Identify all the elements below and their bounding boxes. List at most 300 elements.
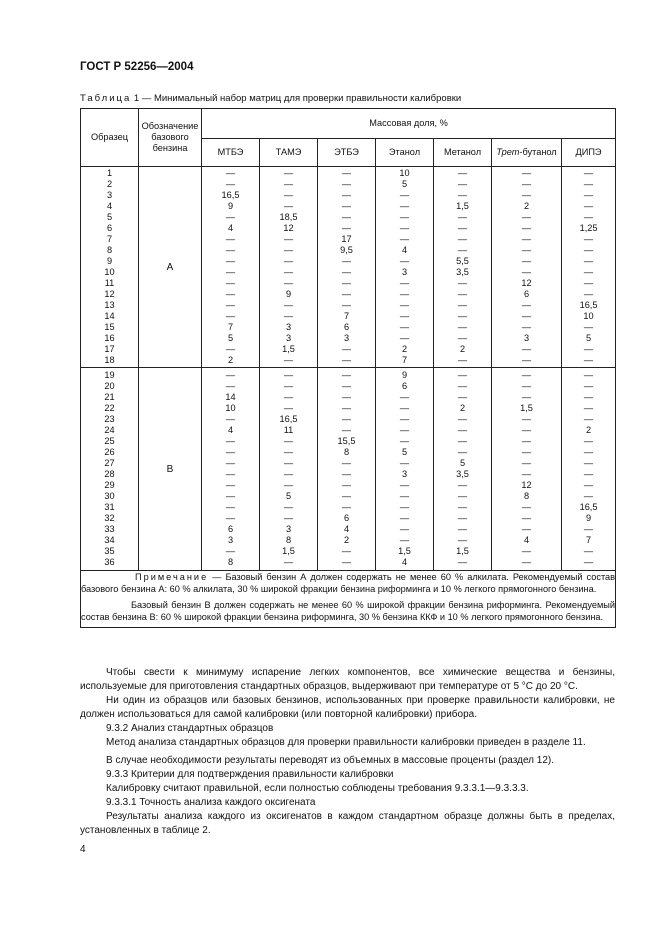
table-cell: —: [283, 278, 294, 288]
table-cell: —: [521, 414, 532, 424]
table-cell: —: [283, 502, 294, 512]
table-cell: —: [283, 190, 294, 200]
table-cell: —: [583, 322, 594, 332]
page-number: 4: [80, 844, 86, 855]
table-cell: 34: [104, 535, 115, 545]
table-cell: 9: [585, 513, 592, 523]
table-cell: 6: [523, 289, 530, 299]
table-cell: —: [225, 278, 236, 288]
group-a-samples: [81, 167, 139, 368]
table-cell: —: [457, 414, 468, 424]
table-cell: 3,5: [456, 267, 469, 277]
table-cell: —: [457, 502, 468, 512]
subsection-heading: 9.3.3.1 Точность анализа каждого оксигената: [106, 797, 316, 808]
table-cell: —: [583, 256, 594, 266]
note-row: [81, 571, 616, 628]
table-cell: —: [225, 502, 236, 512]
table-cell: —: [583, 436, 594, 446]
table-cell: —: [341, 289, 352, 299]
table-cell: —: [583, 403, 594, 413]
caption-text: 1 — Минимальный набор матриц для проверки правильности калибровки: [133, 93, 462, 104]
group-b-etbe: [318, 368, 376, 571]
table-cell: 7: [585, 535, 592, 545]
table-cell: 11: [104, 278, 115, 288]
table-cell: 3: [285, 322, 292, 332]
table-cell: —: [225, 381, 236, 391]
table-cell: 11: [283, 425, 294, 435]
table-cell: —: [583, 234, 594, 244]
table-cell: —: [521, 502, 532, 512]
table-cell: 3,5: [456, 469, 469, 479]
table-cell: —: [457, 322, 468, 332]
table-cell: 25: [104, 436, 115, 446]
table-cell: —: [583, 212, 594, 222]
header-base-gasoline: Обозначение базового бензина: [139, 109, 202, 167]
table-cell: —: [283, 447, 294, 457]
table-cell: 31: [104, 502, 115, 512]
table-cell: 1,5: [398, 546, 411, 556]
header-methanol: Метанол: [434, 139, 492, 167]
header-tame: ТАМЭ: [260, 139, 318, 167]
table-cell: —: [583, 458, 594, 468]
table-cell: —: [283, 370, 294, 380]
table-cell: 2: [343, 535, 350, 545]
table-cell: 3: [285, 333, 292, 343]
table-cell: —: [583, 245, 594, 255]
table-cell: 32: [104, 513, 115, 523]
table-cell: —: [283, 355, 294, 365]
note-label: Примечание: [135, 572, 209, 582]
table-cell: —: [283, 179, 294, 189]
table-cell: —: [457, 278, 468, 288]
table-cell: —: [457, 311, 468, 321]
table-cell: 1,5: [456, 201, 469, 211]
table-cell: —: [225, 212, 236, 222]
group-a-ethanol: [376, 167, 434, 368]
table-cell: 15,5: [337, 436, 356, 446]
table-cell: —: [225, 311, 236, 321]
table-cell: —: [225, 267, 236, 277]
paragraph: Калибровку считают правильной, если полностью соблюдены требования 9.3.3.1—9.3.3.3.: [106, 783, 529, 794]
group-b-ethanol: [376, 368, 434, 571]
table-cell: —: [521, 311, 532, 321]
table-cell: —: [399, 212, 410, 222]
table-cell: 12: [521, 480, 532, 490]
table-cell: —: [341, 190, 352, 200]
table-cell: 14: [225, 392, 236, 402]
note-text-2: Базовый бензин В должен содержать не менее 60 % широкой фракции бензина риформинга. Рекомендуемый состав бензина В: 60 % широкой фракции бензина риформинга, 30 % бензина ККФ и 10 % легкого прямогонного бензина.: [81, 600, 616, 622]
table-cell: —: [521, 557, 532, 567]
table-cell: 16,5: [221, 190, 240, 200]
paragraph: Результаты анализа каждого из оксигенатов в каждом стандартном образце должны быть в пределах, установленных в таблице 2.: [80, 811, 615, 836]
table-cell: —: [583, 289, 594, 299]
paragraph: Метод анализа стандартных образцов для проверки правильности калибровки приведен в разделе 11.: [106, 737, 586, 748]
table-cell: 23: [104, 414, 115, 424]
table-cell: —: [399, 333, 410, 343]
table-cell: —: [283, 267, 294, 277]
table-cell: 9: [227, 201, 234, 211]
table-cell: —: [341, 256, 352, 266]
table-cell: —: [283, 513, 294, 523]
table-cell: 5: [459, 458, 466, 468]
table-note: [81, 571, 616, 628]
table-cell: 22: [104, 403, 115, 413]
table-cell: 5: [106, 212, 113, 222]
table-cell: 4: [523, 535, 530, 545]
table-cell: —: [521, 546, 532, 556]
table-cell: 3: [523, 333, 530, 343]
table-cell: —: [283, 458, 294, 468]
header-etbe: ЭТБЭ: [318, 139, 376, 167]
table-cell: —: [399, 190, 410, 200]
table-cell: 8: [227, 557, 234, 567]
table-cell: 30: [104, 491, 115, 501]
table-cell: —: [521, 267, 532, 277]
table-cell: 16,5: [279, 414, 298, 424]
table-cell: 12: [104, 289, 115, 299]
table-cell: 4: [343, 524, 350, 534]
table-cell: —: [521, 256, 532, 266]
table-cell: 10: [583, 311, 594, 321]
table-cell: 5: [227, 333, 234, 343]
table-cell: —: [341, 179, 352, 189]
table-cell: —: [283, 381, 294, 391]
table-cell: —: [457, 289, 468, 299]
table-cell: 6: [227, 524, 234, 534]
table-cell: 1,5: [520, 403, 533, 413]
table-cell: —: [225, 256, 236, 266]
table-cell: 14: [104, 311, 115, 321]
group-b-methanol: [434, 368, 492, 571]
table-cell: —: [457, 524, 468, 534]
table-cell: —: [341, 300, 352, 310]
header-ethanol: Этанол: [376, 139, 434, 167]
table-cell: 19: [104, 370, 115, 380]
table-cell: 8: [523, 491, 530, 501]
table-cell: —: [341, 403, 352, 413]
table-cell: —: [521, 245, 532, 255]
table-cell: —: [583, 201, 594, 211]
table-cell: —: [225, 370, 236, 380]
table-cell: —: [341, 223, 352, 233]
table-cell: 7: [401, 355, 408, 365]
table-cell: —: [225, 491, 236, 501]
header-mtbe: МТБЭ: [202, 139, 260, 167]
table-cell: —: [341, 425, 352, 435]
table-cell: —: [521, 458, 532, 468]
table-cell: 2: [227, 355, 234, 365]
table-cell: —: [341, 267, 352, 277]
table-cell: 7: [343, 311, 350, 321]
table-cell: 17: [341, 234, 352, 244]
table-cell: 29: [104, 480, 115, 490]
table-cell: —: [457, 557, 468, 567]
table-cell: 1,25: [579, 223, 598, 233]
table-cell: —: [283, 300, 294, 310]
table-cell: —: [521, 355, 532, 365]
table-cell: —: [399, 234, 410, 244]
table-cell: 1,5: [282, 344, 295, 354]
table-cell: 12: [283, 223, 294, 233]
table-cell: —: [457, 355, 468, 365]
table-cell: 9: [106, 256, 113, 266]
subsection-heading: 9.3.2 Анализ стандартных образцов: [106, 723, 274, 734]
table-cell: 27: [104, 458, 115, 468]
group-a-mtbe: [202, 167, 260, 368]
table-cell: 4: [227, 223, 234, 233]
table-cell: —: [225, 469, 236, 479]
note-text-1: — Базовый бензин А должен содержать не менее 60 % алкилата. Рекомендуемый состав базового бензина А: 60 % алкилата, 30 % широкой фракции бензина риформинга и 10 % легкого прямогонного бензина.: [81, 572, 616, 594]
table-cell: —: [457, 168, 468, 178]
table-cell: —: [583, 355, 594, 365]
header-sample: Образец: [81, 109, 139, 167]
table-cell: —: [283, 245, 294, 255]
table-cell: —: [225, 300, 236, 310]
table-cell: 20: [104, 381, 115, 391]
table-cell: —: [457, 392, 468, 402]
table-cell: —: [399, 278, 410, 288]
table-cell: —: [399, 425, 410, 435]
table-cell: —: [457, 223, 468, 233]
table-cell: —: [225, 289, 236, 299]
header-mass-fraction: Массовая доля, %: [202, 109, 616, 139]
table-cell: —: [399, 223, 410, 233]
table-cell: 2: [459, 403, 466, 413]
table-cell: 6: [401, 381, 408, 391]
table-cell: 15: [104, 322, 115, 332]
table-cell: —: [583, 524, 594, 534]
table-cell: 24: [104, 425, 115, 435]
paragraph: В случае необходимости результаты переводят из объемных в массовые проценты (раздел 12).: [106, 755, 555, 766]
table-cell: —: [457, 190, 468, 200]
subsection-heading: 9.3.3 Критерии для подтверждения правильности калибровки: [106, 769, 394, 780]
table-cell: 2: [523, 201, 530, 211]
table-cell: 3: [285, 524, 292, 534]
table-cell: 18,5: [279, 212, 298, 222]
table-cell: 5: [401, 179, 408, 189]
table-cell: —: [341, 557, 352, 567]
table-cell: 13: [104, 300, 115, 310]
table-cell: —: [225, 447, 236, 457]
table-cell: —: [283, 557, 294, 567]
table-cell: —: [225, 179, 236, 189]
table-cell: —: [399, 414, 410, 424]
table-cell: —: [583, 392, 594, 402]
table-cell: —: [457, 480, 468, 490]
table-cell: —: [521, 524, 532, 534]
table-cell: 26: [104, 447, 115, 457]
table-cell: —: [457, 212, 468, 222]
table-cell: —: [583, 447, 594, 457]
group-b-samples: [81, 368, 139, 571]
table-cell: 5: [401, 447, 408, 457]
table-cell: —: [341, 212, 352, 222]
table-cell: —: [583, 469, 594, 479]
table-cell: —: [521, 344, 532, 354]
table-cell: —: [457, 535, 468, 545]
table-cell: 16,5: [579, 300, 598, 310]
table-cell: 10: [225, 403, 236, 413]
table-cell: 8: [106, 245, 113, 255]
table-cell: —: [341, 344, 352, 354]
table-cell: 5,5: [456, 256, 469, 266]
table-cell: —: [521, 322, 532, 332]
table-cell: —: [583, 381, 594, 391]
table-cell: —: [399, 392, 410, 402]
table-cell: —: [521, 234, 532, 244]
table-cell: 9: [401, 370, 408, 380]
table-cell: —: [457, 300, 468, 310]
table-cell: —: [225, 513, 236, 523]
table-cell: 3: [343, 333, 350, 343]
group-a-methanol: [434, 167, 492, 368]
table-cell: —: [457, 245, 468, 255]
table-cell: —: [283, 392, 294, 402]
paragraph: Чтобы свести к минимуму испарение легких компонентов, все химические вещества и бензины, используемые для приготовления стандартных образцов, выдерживают при температуре от 5 °С до 20 °С.: [80, 667, 615, 692]
table-cell: 4: [401, 245, 408, 255]
table-cell: —: [521, 168, 532, 178]
table-cell: —: [341, 370, 352, 380]
table-cell: —: [399, 403, 410, 413]
table-cell: —: [457, 234, 468, 244]
group-b-dipe: [562, 368, 616, 571]
table-cell: —: [521, 212, 532, 222]
group-b-row: [81, 368, 616, 571]
table-cell: —: [341, 414, 352, 424]
header-dipe: ДИПЭ: [562, 139, 616, 167]
group-a-tame: [260, 167, 318, 368]
table-cell: —: [457, 513, 468, 523]
table-cell: 28: [104, 469, 115, 479]
table-cell: 6: [106, 223, 113, 233]
table-cell: 9,5: [340, 245, 353, 255]
table-cell: —: [225, 168, 236, 178]
table-cell: —: [341, 480, 352, 490]
table-cell: —: [521, 370, 532, 380]
table-cell: 1: [106, 168, 113, 178]
table-cell: —: [341, 278, 352, 288]
table-cell: —: [283, 480, 294, 490]
table-cell: —: [341, 458, 352, 468]
table-cell: —: [521, 190, 532, 200]
table-cell: —: [583, 491, 594, 501]
table-cell: —: [283, 168, 294, 178]
caption-prefix: Таблица: [80, 93, 132, 104]
group-a-row: [81, 167, 616, 368]
table-cell: —: [341, 201, 352, 211]
table-cell: —: [521, 425, 532, 435]
table-cell: —: [341, 381, 352, 391]
table-cell: 36: [104, 557, 115, 567]
table-cell: —: [457, 370, 468, 380]
calibration-matrix-table: [80, 108, 616, 628]
table-cell: —: [521, 447, 532, 457]
table-cell: 4: [401, 557, 408, 567]
group-b-label: В: [139, 368, 202, 571]
table-cell: —: [399, 311, 410, 321]
table-cell: —: [283, 256, 294, 266]
group-a-dipe: [562, 167, 616, 368]
table-cell: 3: [401, 267, 408, 277]
table-cell: —: [341, 546, 352, 556]
table-cell: —: [457, 381, 468, 391]
table-cell: —: [457, 179, 468, 189]
table-cell: 2: [459, 344, 466, 354]
table-cell: 8: [285, 535, 292, 545]
table-cell: 3: [401, 469, 408, 479]
table-cell: —: [583, 344, 594, 354]
table-cell: —: [225, 458, 236, 468]
table-cell: —: [521, 469, 532, 479]
table-cell: —: [457, 333, 468, 343]
table-cell: —: [399, 524, 410, 534]
table-cell: —: [283, 403, 294, 413]
table-cell: —: [225, 414, 236, 424]
table-cell: —: [521, 513, 532, 523]
table-cell: —: [399, 322, 410, 332]
table-cell: —: [521, 179, 532, 189]
table-cell: —: [583, 190, 594, 200]
table-cell: 16: [104, 333, 115, 343]
table-cell: —: [225, 344, 236, 354]
table-cell: —: [399, 201, 410, 211]
table-cell: —: [457, 436, 468, 446]
table-cell: —: [457, 425, 468, 435]
table-cell: —: [399, 480, 410, 490]
table-cell: —: [521, 300, 532, 310]
paragraph: Ни один из образцов или базовых бензинов, использованных при проверке правильности калибровки, не должен использоваться для самой калибровки (или повторной калибровки) прибора.: [80, 695, 615, 720]
table-cell: —: [341, 469, 352, 479]
table-cell: 12: [521, 278, 532, 288]
table-cell: —: [225, 546, 236, 556]
table-cell: —: [399, 256, 410, 266]
group-a-label: А: [139, 167, 202, 368]
table-cell: —: [225, 480, 236, 490]
group-b-tame: [260, 368, 318, 571]
table-cell: —: [341, 502, 352, 512]
table-cell: —: [341, 355, 352, 365]
table-cell: —: [583, 179, 594, 189]
table-cell: —: [399, 289, 410, 299]
table-cell: 1,5: [456, 546, 469, 556]
table-cell: —: [399, 300, 410, 310]
table-cell: —: [399, 535, 410, 545]
table-cell: —: [521, 392, 532, 402]
body-text: [80, 666, 615, 838]
table-cell: 35: [104, 546, 115, 556]
table-caption: [80, 93, 461, 104]
table-cell: —: [399, 491, 410, 501]
table-cell: 3: [106, 190, 113, 200]
table-cell: 2: [585, 425, 592, 435]
page-header: ГОСТ Р 52256—2004: [80, 61, 194, 73]
table-cell: 16,5: [579, 502, 598, 512]
table-cell: —: [457, 491, 468, 501]
table-cell: 2: [106, 179, 113, 189]
table-cell: 1,5: [282, 546, 295, 556]
table-cell: 7: [106, 234, 113, 244]
table-cell: —: [583, 267, 594, 277]
table-cell: 21: [104, 392, 115, 402]
table-cell: 7: [227, 322, 234, 332]
table-cell: 10: [399, 168, 410, 178]
table-cell: 6: [343, 322, 350, 332]
table-cell: —: [283, 436, 294, 446]
table-cell: —: [521, 381, 532, 391]
table-cell: —: [583, 278, 594, 288]
table-cell: —: [583, 480, 594, 490]
table-cell: —: [521, 436, 532, 446]
